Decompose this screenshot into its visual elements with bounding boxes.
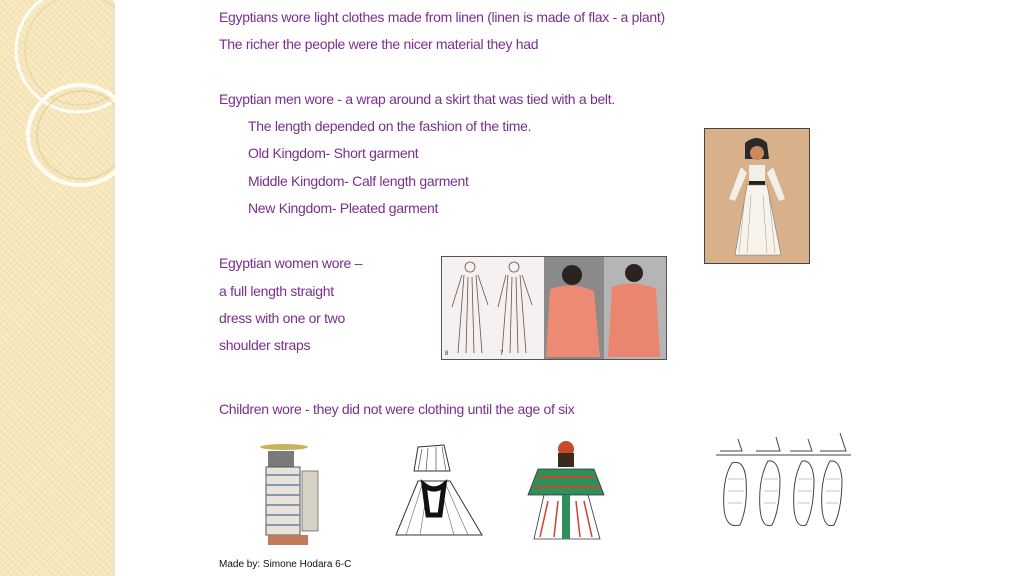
text-line-length: The length depended on the fashion of the time. <box>248 118 532 134</box>
draped-dress-image <box>441 256 667 360</box>
text-line-children: Children wore - they did not were clothing until the age of six <box>219 401 575 417</box>
text-line-middle-kingdom: Middle Kingdom- Calf length garment <box>248 173 469 189</box>
text-line-women-wore: Egyptian women wore – <box>219 255 363 271</box>
text-line-old-kingdom: Old Kingdom- Short garment <box>248 145 419 161</box>
text-line-shoulder-straps: shoulder straps <box>219 337 311 353</box>
text-line-richer: The richer the people were the nicer material they had <box>219 36 539 52</box>
footer-credit: Made by: Simone Hodara 6-C <box>219 559 352 570</box>
text-line-new-kingdom: New Kingdom- Pleated garment <box>248 200 439 216</box>
figure-child-2 <box>388 441 492 549</box>
figure-child-1 <box>238 441 334 549</box>
egyptian-woman-image <box>704 128 810 264</box>
swirl-decoration <box>0 0 115 576</box>
sketch-label-7: 7 <box>500 351 504 357</box>
text-line-men-wore: Egyptian men wore - a wrap around a skirt that was tied with a belt. <box>219 91 615 107</box>
sketch-label-8: 8 <box>445 351 449 357</box>
text-line-dress-straps: dress with one or two <box>219 310 345 326</box>
sandals-image <box>716 429 851 532</box>
figure-child-3 <box>518 441 624 549</box>
text-line-linen: Egyptians wore light clothes made from linen (linen is made of flax - a plant) <box>219 9 665 25</box>
text-line-full-length: a full length straight <box>219 283 334 299</box>
decorative-side-panel <box>0 0 115 576</box>
